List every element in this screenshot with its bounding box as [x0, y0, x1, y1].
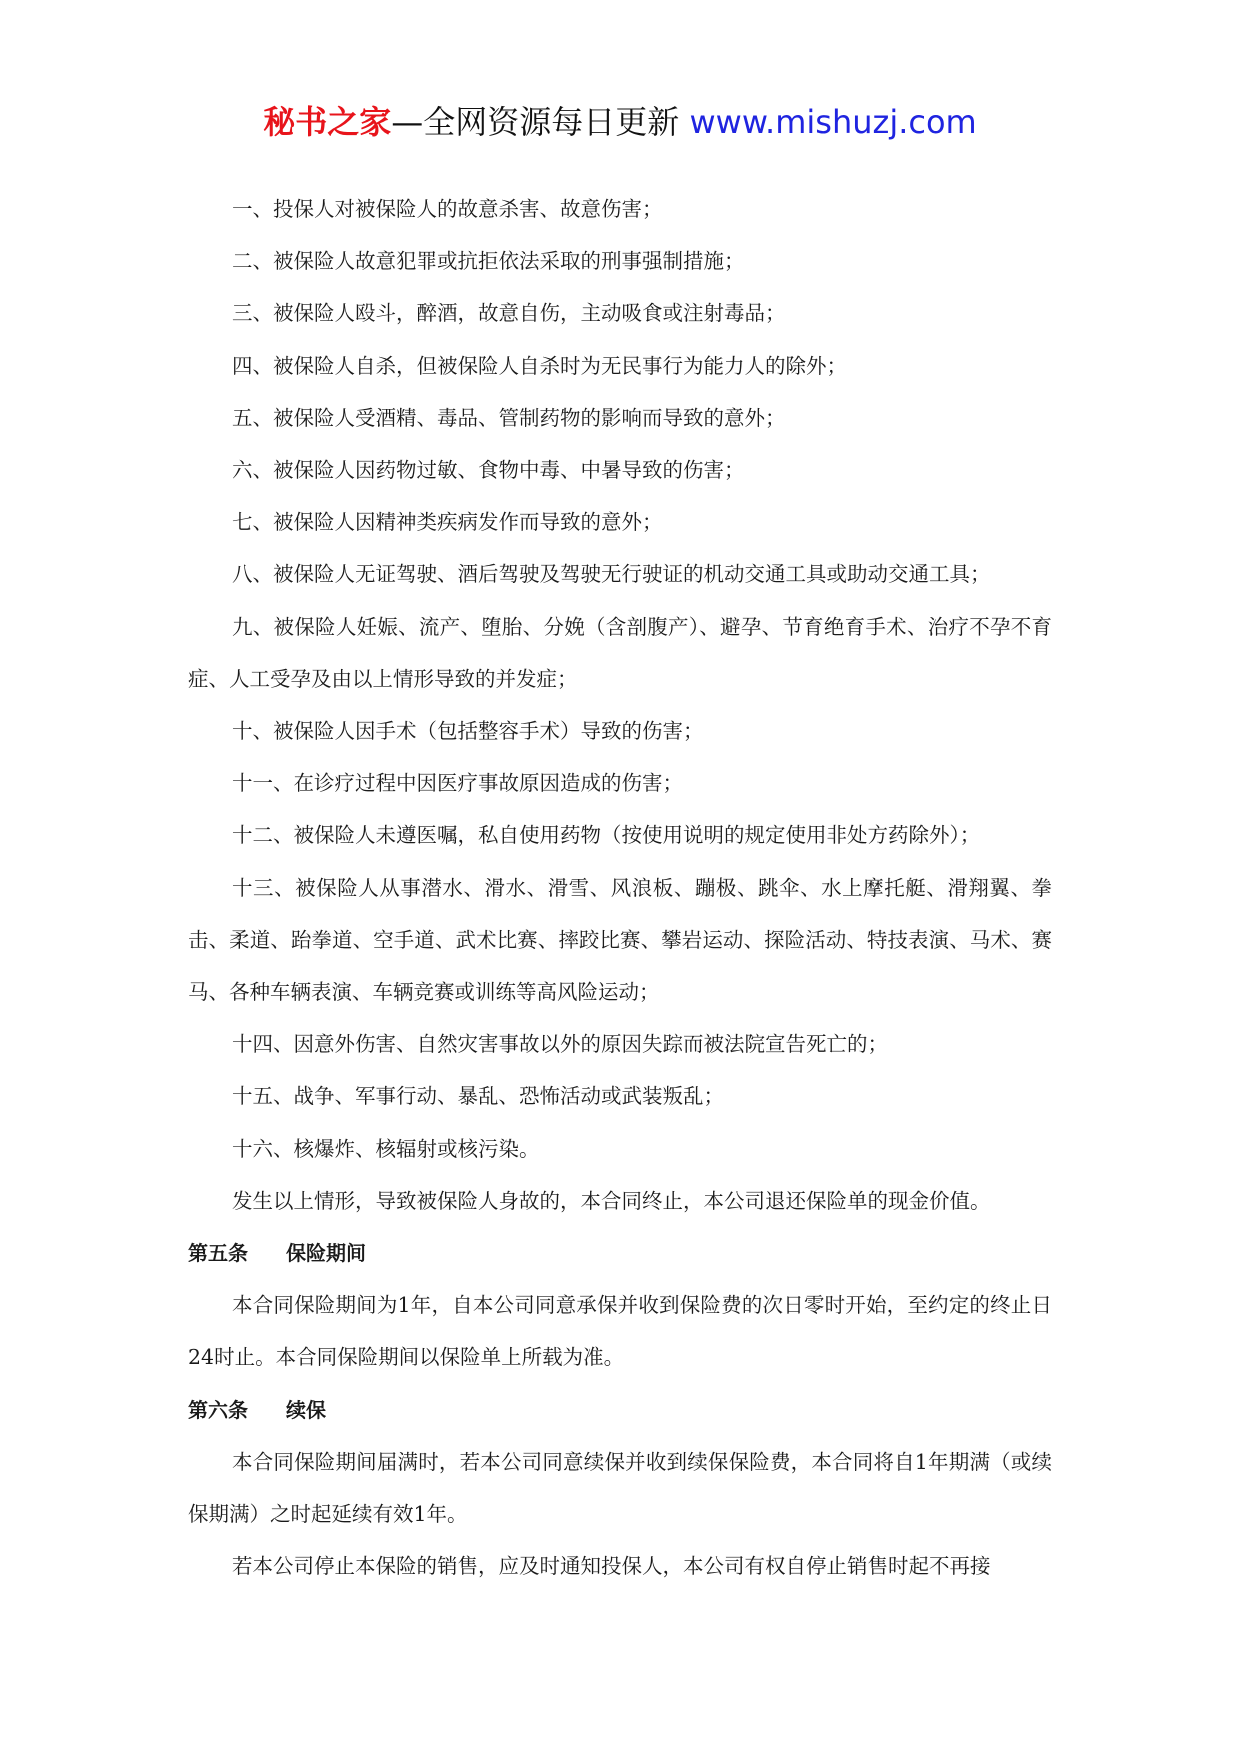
article-6-paragraph-2: 若本公司停止本保险的销售，应及时通知投保人，本公司有权自停止销售时起不再接 — [232, 1554, 991, 1579]
exclusion-item-11: 十一、在诊疗过程中因医疗事故原因造成的伤害； — [232, 771, 683, 796]
exclusion-item-3: 三、被保险人殴斗，醉酒，故意自伤，主动吸食或注射毒品； — [232, 301, 786, 326]
exclusion-item-14: 十四、因意外伤害、自然灾害事故以外的原因失踪而被法院宣告死亡的； — [232, 1032, 888, 1057]
exclusion-item-6: 六、被保险人因药物过敏、食物中毒、中暑导致的伤害； — [232, 458, 745, 483]
exclusion-conclusion: 发生以上情形，导致被保险人身故的，本合同终止，本公司退还保险单的现金价值。 — [232, 1188, 991, 1213]
exclusion-item-12: 十二、被保险人未遵医嘱，私自使用药物（按使用说明的规定使用非处方药除外）； — [232, 823, 981, 848]
exclusion-item-4: 四、被保险人自杀，但被保险人自杀时为无民事行为能力人的除外； — [232, 353, 847, 378]
exclusion-item-2: 二、被保险人故意犯罪或抗拒依法采取的刑事强制措施； — [232, 249, 745, 274]
article-6-title: 续保 — [286, 1397, 326, 1422]
exclusion-item-8: 八、被保险人无证驾驶、酒后驾驶及驾驶无行驶证的机动交通工具或助动交通工具； — [232, 562, 991, 587]
exclusion-item-1: 一、投保人对被保险人的故意杀害、故意伤害； — [232, 197, 663, 221]
exclusion-item-15: 十五、战争、军事行动、暴乱、恐怖活动或武装叛乱； — [232, 1084, 724, 1109]
exclusion-item-7: 七、被保险人因精神类疾病发作而导致的意外； — [232, 510, 663, 535]
exclusion-item-13: 十三、被保险人从事潜水、滑水、滑雪、风浪板、蹦极、跳伞、水上摩托艇、滑翔翼、拳击、柔道、跆拳道、空手道、武术比赛、摔跤比赛、攀岩运动、探险活动、特技表演、马术、赛马、各种车辆表演、车辆竞赛或训练等高风险运动； — [188, 875, 1052, 1005]
site-banner — [0, 100, 1240, 144]
exclusion-item-10: 十、被保险人因手术（包括整容手术）导致的伤害； — [232, 719, 704, 744]
site-url-link[interactable]: www.mishuzj.com — [689, 103, 977, 141]
article-6-paragraph-1: 本合同保险期间届满时，若本公司同意续保并收到续保保险费，本合同将自1年期满（或续保期满）之时起延续有效1年。 — [188, 1449, 1052, 1527]
article-5-title: 保险期间 — [286, 1241, 366, 1266]
site-slogan: —全网资源每日更新 — [391, 103, 680, 141]
article-6-number: 第六条 — [188, 1397, 248, 1422]
document-body — [188, 183, 1052, 1592]
exclusion-item-16: 十六、核爆炸、核辐射或核污染。 — [232, 1136, 540, 1161]
site-brand: 秘书之家 — [263, 103, 392, 141]
article-5-heading — [188, 1227, 1052, 1279]
article-5-text: 本合同保险期间为1年，自本公司同意承保并收到保险费的次日零时开始，至约定的终止日24时止。本合同保险期间以保险单上所载为准。 — [188, 1293, 1052, 1370]
article-5-number: 第五条 — [188, 1241, 248, 1266]
exclusion-item-5: 五、被保险人受酒精、毒品、管制药物的影响而导致的意外； — [232, 405, 786, 430]
exclusion-item-9: 九、被保险人妊娠、流产、堕胎、分娩（含剖腹产）、避孕、节育绝育手术、治疗不孕不育症、人工受孕及由以上情形导致的并发症； — [188, 614, 1052, 691]
article-6-heading — [188, 1384, 1052, 1436]
